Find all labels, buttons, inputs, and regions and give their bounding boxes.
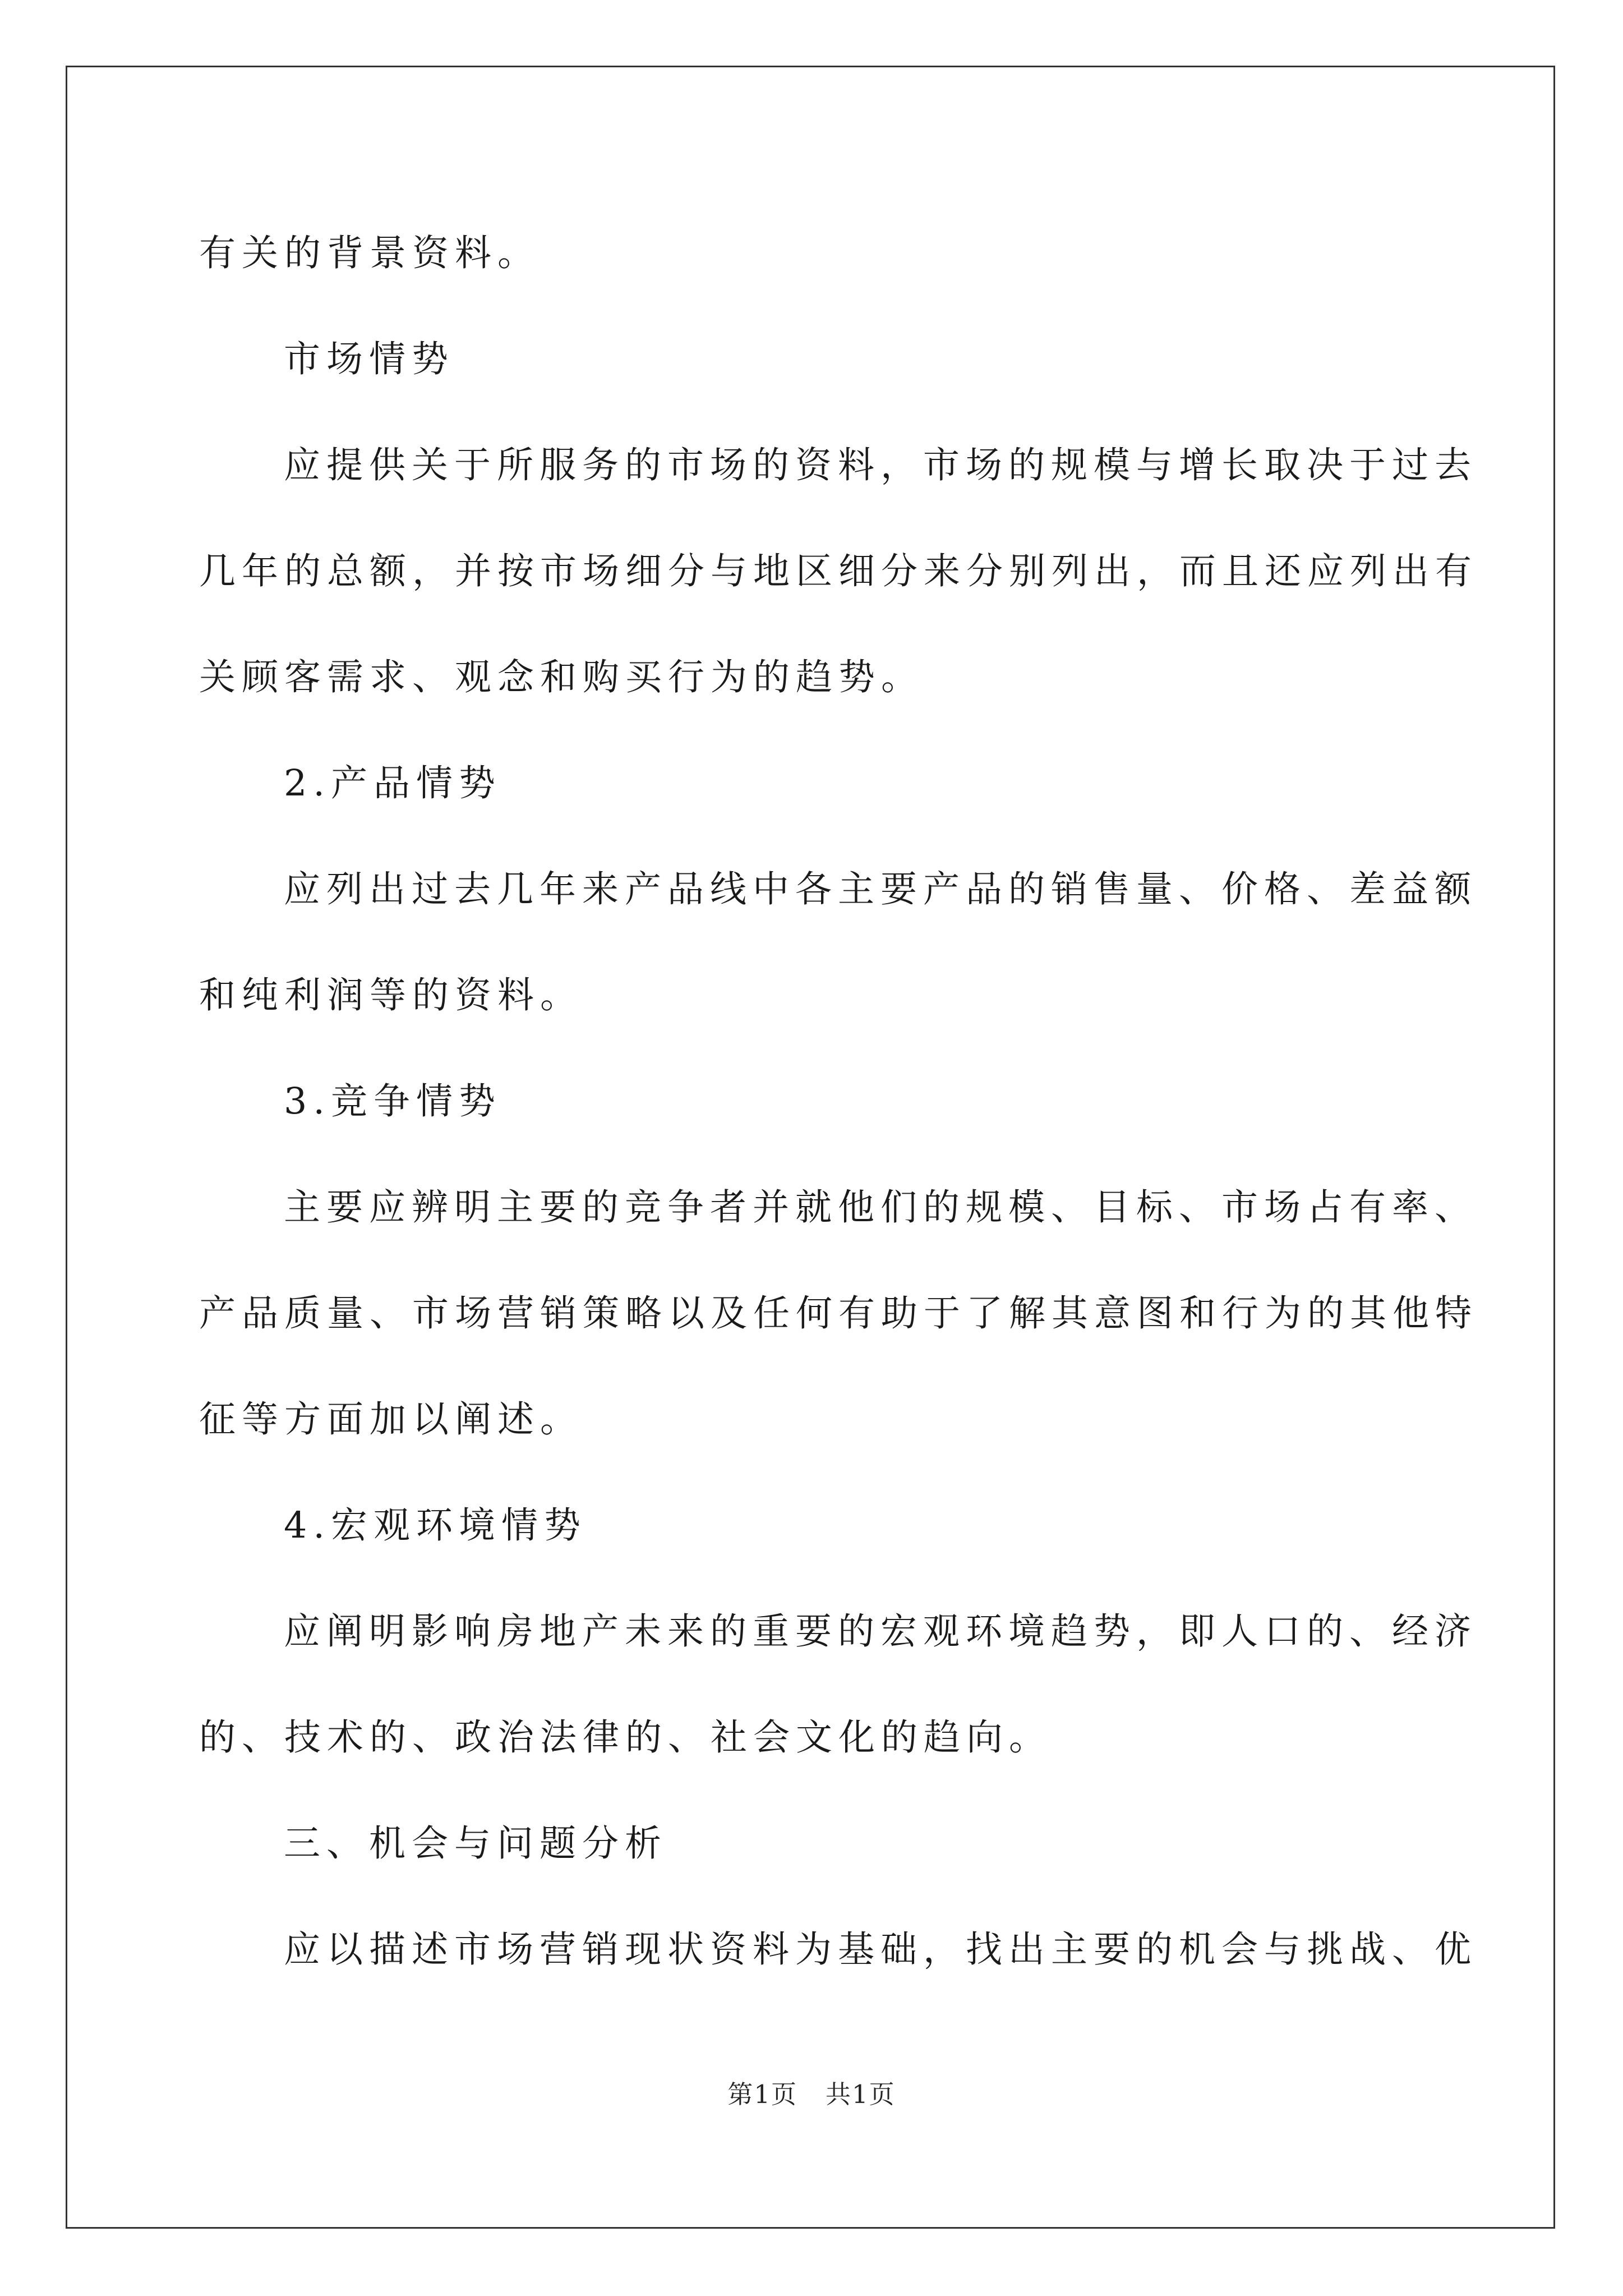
page-footer bbox=[0, 2078, 1623, 2111]
text-line: 应阐明影响房地产未来的重要的宏观环境趋势，即人口的、经济 bbox=[284, 1611, 1478, 1653]
text-line: 4.宏观环境情势 bbox=[284, 1504, 587, 1547]
text-line: 三、机会与问题分析 bbox=[284, 1823, 668, 1865]
document-body bbox=[199, 200, 1478, 2003]
text-line: 应以描述市场营销现状资料为基础，找出主要的机会与挑战、优 bbox=[284, 1929, 1478, 1971]
text-line: 2.产品情势 bbox=[284, 762, 502, 804]
text-line: 有关的背景资料。 bbox=[199, 232, 541, 274]
text-line: 和纯利润等的资料。 bbox=[199, 974, 583, 1016]
text-line: 应列出过去几年来产品线中各主要产品的销售量、价格、差益额 bbox=[284, 868, 1478, 910]
text-line: 关顾客需求、观念和购买行为的趋势。 bbox=[199, 656, 924, 698]
page-number: 第1页 bbox=[727, 2079, 797, 2109]
text-line: 市场情势 bbox=[284, 338, 455, 380]
text-line: 几年的总额，并按市场细分与地区细分来分别列出，而且还应列出有 bbox=[199, 550, 1478, 592]
text-line: 3.竞争情势 bbox=[284, 1080, 502, 1122]
text-line: 征等方面加以阐述。 bbox=[199, 1398, 583, 1441]
text-line: 产品质量、市场营销策略以及任何有助于了解其意图和行为的其他特 bbox=[199, 1292, 1478, 1335]
text-line: 的、技术的、政治法律的、社会文化的趋向。 bbox=[199, 1717, 1052, 1759]
text-line: 主要应辨明主要的竞争者并就他们的规模、目标、市场占有率、 bbox=[284, 1186, 1478, 1228]
page-total: 共1页 bbox=[826, 2079, 896, 2109]
text-line: 应提供关于所服务的市场的资料，市场的规模与增长取决于过去 bbox=[284, 444, 1478, 486]
